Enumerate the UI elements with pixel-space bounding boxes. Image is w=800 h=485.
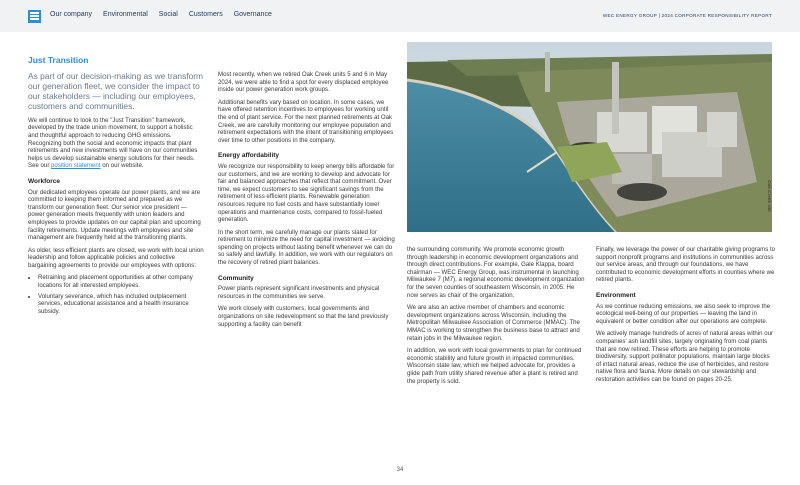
options-list [28, 274, 204, 315]
report-title: WEC ENERGY GROUP | 2024 CORPORATE RESPONSIBILITY REPORT [602, 13, 772, 18]
section-title: Just Transition [28, 55, 89, 65]
nav-customers[interactable]: Customers [188, 11, 223, 18]
nav-our-company[interactable]: Our company [50, 11, 93, 18]
paragraph: As we continue reducing emissions, we also seek to improve the ecological well-being of our properties — leaving the land in equivalent or better condition after our operations are complete. [596, 302, 771, 325]
nav-governance[interactable]: Governance [233, 11, 272, 18]
wec-logo-icon[interactable] [28, 10, 41, 23]
photo-caption: Oak Creek site [766, 180, 771, 212]
paragraph: In the short term, we carefully manage our plants slated for retirement to minimize the need for capital investment — avoiding spending on projects without lasting benefit whenever we can do so safely and lawfully. In addition, we work with our regulators on the recovery of retired plant balances. [218, 228, 395, 267]
paragraph-text: on our website. [100, 162, 144, 170]
top-navigation-bar [0, 0, 800, 32]
paragraph: As older, less efficient plants are closed, we work with local union leadership and follow applicable policies and collective bargaining agreements to provide our employees with options: [28, 246, 204, 269]
paragraph: Most recently, when we retired Oak Creek units 5 and 6 in May 2024, we were able to find a spot for every displaced employee inside our power generation work groups. [218, 71, 389, 94]
oak-creek-site-photo [407, 42, 772, 232]
paragraph: We are also an active member of chambers and economic development organizations across Wisconsin, including the Metropolitan Milwaukee Association of Commerce (MMAC). The MMAC is working to strengthen the business base to attract and retain jobs in the Milwaukee region. [407, 304, 580, 342]
paragraph: In addition, we work with local governments to plan for continued economic stability and future growth in impacted communities. Wisconsin state law, which we helped advocate for, provides a glide path from utility shared revenue after a plant is retired and the property is sold. [407, 347, 582, 385]
column-4 [596, 246, 776, 389]
column-2 [218, 71, 396, 333]
paragraph: Additional benefits vary based on location. In some cases, we have offered retention incentives to employees for working until the end of plant service. For the next planned retirements at Oak Creek, we are carefully monitoring our employee population and retirement expectations with the intent of transitioning employees over time to other positions in the company. [218, 98, 394, 144]
paragraph-text: We will continue to look to the "Just Transition" framework, developed by the trade union movement, to support a holistic and thoughtful approach to reducing GHG emissions. Recognizing both the social and economic impacts that plant retirements and new investments will have on our communities helps us develop sustainable energy solutions for their needs. See our [28, 116, 198, 170]
column-3 [407, 246, 585, 390]
nav-social[interactable]: Social [158, 11, 178, 18]
energy-affordability-heading: Energy affordability [218, 152, 280, 160]
paragraph: Our dedicated employees operate our power plants, and we are committed to keeping them informed and prepared as we transform our generation fleet. Our senior vice president — power generation meets frequently with union leaders and employees to provide updates on our capital plan and upcoming facility retirements. Update meetings with employees and site management are frequently held at the transitioning plants. [28, 188, 201, 242]
page-number: 34 [396, 467, 404, 473]
column-1 [28, 57, 204, 318]
paragraph: Power plants represent significant investments and physical resources in the communities we serve. [218, 285, 380, 300]
list-item: • Voluntary severance, which has included outplacement services, educational assistance and a health insurance subsidy. [38, 293, 204, 316]
position-statement-link[interactable]: position statement [51, 162, 101, 170]
nav-environmental[interactable]: Environmental [103, 11, 148, 18]
paragraph: Finally, we leverage the power of our charitable giving programs to support nonprofit programs and institutions in communities across our service areas, and through our foundations, we have contributed to economic development efforts in counties where we retired plants. [596, 246, 776, 284]
paragraph: the surrounding community. We promote economic growth through leadership in economic development organizations and through direct contributions. For example, Gale Klappa, board chairman — WEC Energy Group, was instrumental in launching Milwaukee 7 (M7), a regional economic development organization for the seven counties of southeastern Wisconsin, in 2005. He now serves as chair of the organization. [407, 246, 585, 299]
community-heading: Community [218, 274, 254, 282]
list-item: • Retraining and placement opportunities at other company locations for all interested employees. [38, 274, 204, 289]
paragraph: We work closely with customers, local governments and organizations on site redevelopment so that the land previously supporting a facility can benefit [218, 305, 389, 328]
main-nav [50, 11, 272, 18]
workforce-heading: Workforce [28, 177, 61, 185]
paragraph [28, 117, 204, 170]
environment-heading: Environment [596, 291, 636, 299]
paragraph: We recognize our responsibility to keep energy bills affordable for our customers, and we are working to develop and advocate for fair and balanced approaches that reflect that commitment. Over time, we expect customers to see significant savings from the retirement of less efficient plants. Renewable generation resources require no fuel costs and have substantially lower operations and maintenance costs, compared to fossil-fueled generation. [218, 162, 395, 224]
paragraph: We actively manage hundreds of acres of natural areas within our companies' ash landfill sites, largely originating from coal plants that are now retired. These efforts are helping to promote biodiversity, support pollinator populations, maintain large blocks of intact natural areas, reduce the use of herbicides, and restore native flora and fauna. More details on our stewardship and restoration activities can be found on pages 20-25. [596, 330, 774, 383]
aerial-photo-illustration [407, 42, 772, 232]
lead-paragraph: As part of our decision-making as we transform our generation fleet, we consider the impact to our stakeholders — including our employees, customers and communities. [28, 70, 204, 112]
